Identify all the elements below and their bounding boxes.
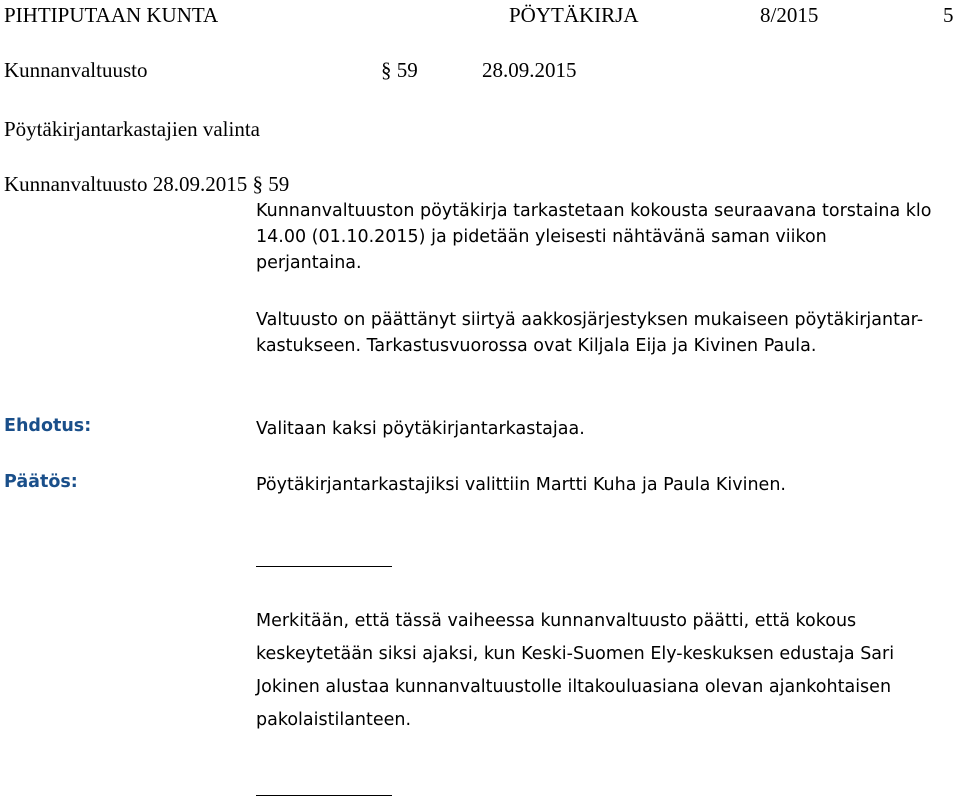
decision-text: Pöytäkirjantarkastajiksi valittiin Martti Kuha ja Paula Kivinen.: [256, 475, 786, 495]
section-number: § 59: [381, 58, 418, 82]
meeting-date: 28.09.2015: [482, 58, 577, 82]
divider-line-bottom: [256, 795, 392, 796]
page-number: 5: [943, 3, 954, 27]
text-line: kastukseen. Tarkastusvuorossa ovat Kiljala Eija ja Kivinen Paula.: [256, 336, 817, 356]
divider-line: [256, 566, 392, 567]
preparation-paragraph-2: [256, 307, 960, 359]
text-line: Merkitään, että tässä vaiheessa kunnanvaltuusto päätti, että kokous: [256, 611, 857, 631]
text-line: Jokinen alustaa kunnanvaltuustolle iltakouluasiana olevan ajankohtaisen: [256, 677, 892, 697]
text-line: Kunnanvaltuuston pöytäkirja tarkastetaan kokousta seuraavana torstaina klo: [256, 201, 932, 221]
municipality-name: PIHTIPUTAAN KUNTA: [4, 3, 219, 27]
text-line: Valtuusto on päättänyt siirtyä aakkosjärjestyksen mukaiseen pöytäkirjantar-: [256, 310, 924, 330]
preparation-paragraph-1: [256, 198, 960, 276]
meeting-body: Kunnanvaltuusto: [4, 58, 148, 82]
proposal-label: Ehdotus:: [4, 416, 92, 436]
text-line: perjantaina.: [256, 253, 362, 273]
decision-label: Päätös:: [4, 472, 78, 492]
text-line: 14.00 (01.10.2015) ja pidetään yleisesti nähtävänä saman viikon: [256, 227, 827, 247]
note-paragraph: [256, 605, 960, 737]
document-number: 8/2015: [760, 3, 819, 27]
text-line: pakolaistilanteen.: [256, 710, 412, 730]
document-type: PÖYTÄKIRJA: [509, 3, 639, 27]
proposal-text: Valitaan kaksi pöytäkirjantarkastajaa.: [256, 419, 585, 439]
text-line: keskeytetään siksi ajaksi, kun Keski-Suomen Ely-keskuksen edustaja Sari: [256, 644, 895, 664]
item-reference: Kunnanvaltuusto 28.09.2015 § 59: [4, 172, 290, 196]
item-title: Pöytäkirjantarkastajien valinta: [4, 117, 260, 141]
